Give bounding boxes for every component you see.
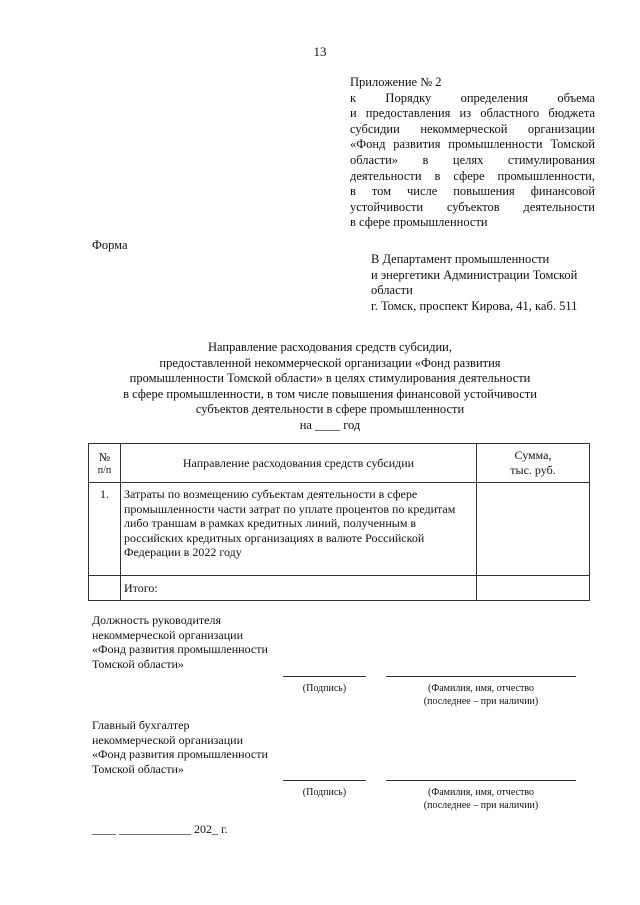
sig-line: Должность руководителя: [92, 613, 221, 627]
appendix-line: в том числе повышения финансовой: [350, 184, 595, 199]
director-sign-caption: (Подпись): [302, 683, 347, 694]
date-line[interactable]: ____ ____________ 202_ г.: [92, 822, 228, 836]
total-label: Итого:: [121, 576, 477, 601]
header-direction: Направление расходования средств субсидии: [121, 444, 477, 483]
appendix-line: Приложение № 2: [350, 75, 442, 89]
name-caption-line: (последнее – при наличии): [423, 799, 539, 811]
accountant-name-line[interactable]: [386, 780, 576, 781]
director-position: [92, 613, 292, 671]
name-caption-line: (Фамилия, имя, отчество: [428, 787, 534, 798]
appendix-line: и предоставления из областного бюджета: [350, 106, 595, 121]
title-line: в сфере промышленности, в том числе повышения финансовой устойчивости: [123, 386, 537, 401]
table-total-row: [89, 576, 590, 601]
accountant-signature-line[interactable]: [283, 780, 366, 781]
director-name-caption: [386, 683, 576, 708]
accountant-position: [92, 718, 292, 776]
name-caption-line: (последнее – при наличии): [423, 695, 539, 707]
page-number: 13: [313, 44, 327, 59]
sig-line: Томской области»: [92, 761, 184, 776]
header-num-symbol: №: [98, 449, 111, 464]
accountant-sign-caption: (Подпись): [302, 787, 347, 798]
header-num-label: п/п: [97, 464, 112, 476]
appendix-line: «Фонд развития промышленности Томской: [350, 137, 595, 152]
row-sum[interactable]: [477, 483, 590, 576]
name-caption-line: (Фамилия, имя, отчество: [428, 683, 534, 694]
sig-line: «Фонд развития промышленности: [92, 747, 268, 761]
table-row: [89, 483, 590, 576]
title-line: субъектов деятельности в сфере промышленности: [195, 402, 465, 417]
title-line: предоставленной некоммерческой организации «Фонд развития: [159, 355, 501, 370]
address-line: В Департамент промышленности: [371, 252, 550, 266]
appendix-block: [350, 75, 595, 231]
header-sum: [477, 444, 590, 483]
sig-line: Томской области»: [92, 656, 184, 671]
appendix-line: в сфере промышленности: [350, 215, 488, 230]
total-sum[interactable]: [477, 576, 590, 601]
row-number: 1.: [89, 483, 121, 576]
director-signature-line[interactable]: [283, 676, 366, 677]
title-line: промышленности Томской области» в целях стимулирования деятельности: [129, 371, 531, 386]
total-number: [89, 576, 121, 601]
appendix-line: субсидии некоммерческой организации: [350, 121, 595, 136]
director-name-line[interactable]: [386, 676, 576, 677]
address-line: г. Томск, проспект Кирова, 41, каб. 511: [371, 298, 578, 313]
address-line: области: [371, 283, 413, 298]
appendix-line: к Порядку определения объема: [350, 90, 595, 105]
title-line: Направление расходования средств субсидии,: [208, 340, 452, 354]
header-num: [89, 444, 121, 483]
appendix-line: области» в целях стимулирования: [350, 152, 595, 167]
accountant-name-caption: [386, 787, 576, 812]
table-header-row: [89, 444, 590, 483]
appendix-line: деятельности в сфере промышленности,: [350, 168, 595, 183]
header-sum-label: Сумма,: [514, 448, 552, 462]
expenditure-table: [88, 443, 590, 601]
document-title: [100, 340, 560, 434]
header-sum-unit: тыс. руб.: [510, 463, 556, 477]
address-line: и энергетики Администрации Томской: [371, 267, 578, 282]
form-label: Форма: [92, 238, 128, 252]
recipient-address: [371, 252, 601, 314]
sig-line: Главный бухгалтер: [92, 718, 190, 732]
appendix-line: устойчивости субъектов деятельности: [350, 199, 595, 214]
title-line: на ____ год: [299, 417, 361, 432]
sig-line: некоммерческой организации: [92, 627, 244, 642]
row-direction: Затраты по возмещению субъектам деятельности в сфере промышленности части затрат по уплате процентов по кредитам либо траншам в рамках кредитных линий, полученным в российских кредитных организациях в валюте Российской Федерации в 2022 году: [121, 483, 477, 576]
sig-line: «Фонд развития промышленности: [92, 642, 268, 656]
sig-line: некоммерческой организации: [92, 732, 244, 747]
